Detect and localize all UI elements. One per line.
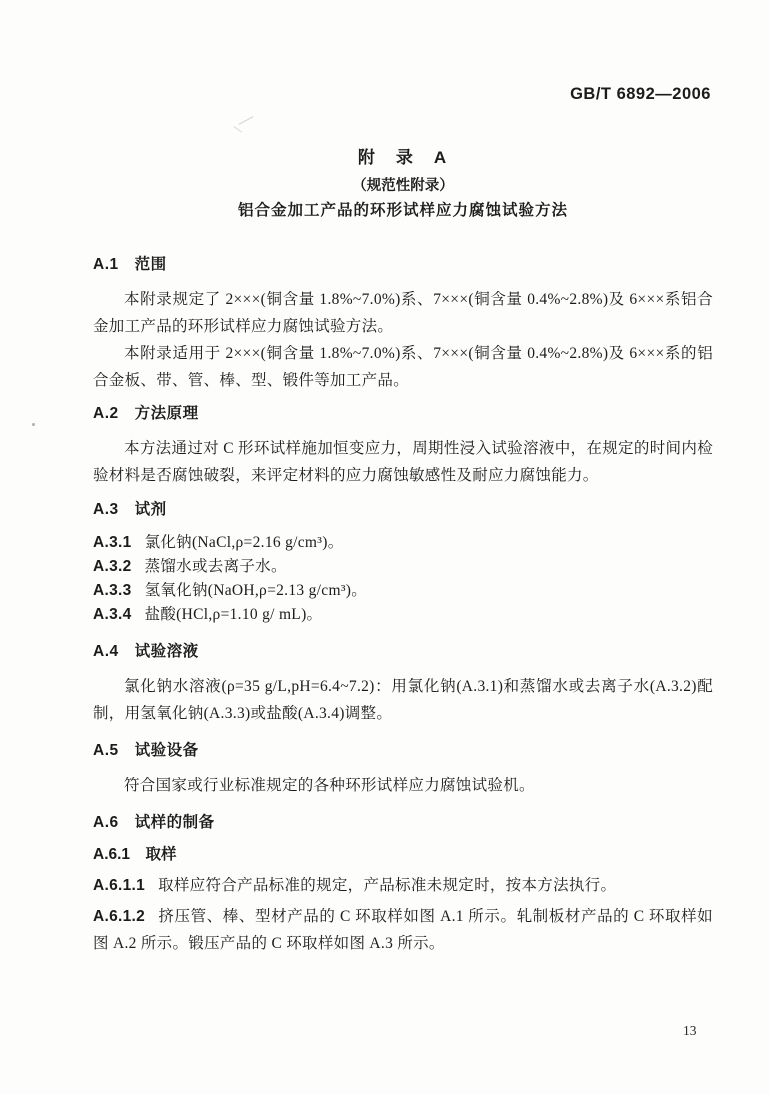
appendix-type-label: （规范性附录） xyxy=(352,178,454,194)
clause-text: 挤压管、棒、型材产品的 C 环取样如图 A.1 所示。轧制板材产品的 C 环取样如图 A.2 所示。锻压产品的 C 环取样如图 A.3 所示。 xyxy=(93,908,713,952)
section-heading-a5: A.5 试验设备 xyxy=(93,742,199,759)
section-heading-a1: A.1 范围 xyxy=(93,256,167,273)
clause-number: A.3.4 xyxy=(93,606,132,623)
appendix-subject-title: 铝合金加工产品的环形试样应力腐蚀试验方法 xyxy=(237,202,568,219)
paragraph-a4-1: 氯化钠水溶液(ρ=35 g/L,pH=6.4~7.2)：用氯化钠(A.3.1)和蒸馏水或去离子水(A.3.2)配制，用氢氧化钠(A.3.3)或盐酸(A.3.4)调整。 xyxy=(93,678,713,722)
clause-a3-1 xyxy=(93,531,713,555)
paragraph-a2-1: 本方法通过对 C 形环试样施加恒变应力，周期性浸入试验溶液中，在规定的时间内检验材料是否腐蚀破裂，来评定材料的应力腐蚀敏感性及耐应力腐蚀能力。 xyxy=(93,440,713,484)
document-body xyxy=(93,146,713,957)
clause-number: A.6.1.2 xyxy=(93,908,146,925)
scan-artifact xyxy=(234,126,243,133)
clause-a6-1-2 xyxy=(93,903,713,957)
scan-artifact xyxy=(32,423,35,426)
paragraph-a5-1: 符合国家或行业标准规定的各种环形试样应力腐蚀试验机。 xyxy=(124,777,535,794)
standard-number: GB/T 6892—2006 xyxy=(570,85,711,103)
appendix-title: 附 录 A xyxy=(357,148,449,167)
clause-number: A.6.1.1 xyxy=(93,877,146,894)
clause-text: 蒸馏水或去离子水。 xyxy=(144,558,287,575)
clause-a3-4 xyxy=(93,603,713,627)
clause-number: A.3.2 xyxy=(93,558,132,575)
clause-text: 取样应符合产品标准的规定，产品标准未规定时，按本方法执行。 xyxy=(158,877,617,894)
clause-a6-1-1 xyxy=(93,872,713,899)
reagent-clause-list xyxy=(93,531,713,627)
paragraph-a1-1: 本附录规定了 2×××(铜含量 1.8%~7.0%)系、7×××(铜含量 0.4%~2.8%)及 6×××系铝合金加工产品的环形试样应力腐蚀试验方法。 xyxy=(93,291,713,335)
subsection-heading-a6-1: A.6.1 取样 xyxy=(93,846,177,863)
clause-text: 氢氧化钠(NaOH,ρ=2.13 g/cm³)。 xyxy=(144,582,368,599)
scan-artifact xyxy=(239,116,254,124)
clause-a3-3 xyxy=(93,579,713,603)
clause-text: 氯化钠(NaCl,ρ=2.16 g/cm³)。 xyxy=(144,534,344,551)
clause-text: 盐酸(HCl,ρ=1.10 g/ mL)。 xyxy=(144,606,323,623)
clause-number: A.3.1 xyxy=(93,534,132,551)
section-heading-a6: A.6 试样的制备 xyxy=(93,814,215,831)
section-heading-a4: A.4 试验溶液 xyxy=(93,643,199,660)
section-heading-a2: A.2 方法原理 xyxy=(93,405,199,422)
section-heading-a3: A.3 试剂 xyxy=(93,501,167,518)
page-number: 13 xyxy=(683,1023,697,1038)
clause-number: A.3.3 xyxy=(93,582,132,599)
paragraph-a1-2: 本附录适用于 2×××(铜含量 1.8%~7.0%)系、7×××(铜含量 0.4%~2.8%)及 6×××系的铝合金板、带、管、棒、型、锻件等加工产品。 xyxy=(93,345,713,389)
clause-a3-2 xyxy=(93,555,713,579)
